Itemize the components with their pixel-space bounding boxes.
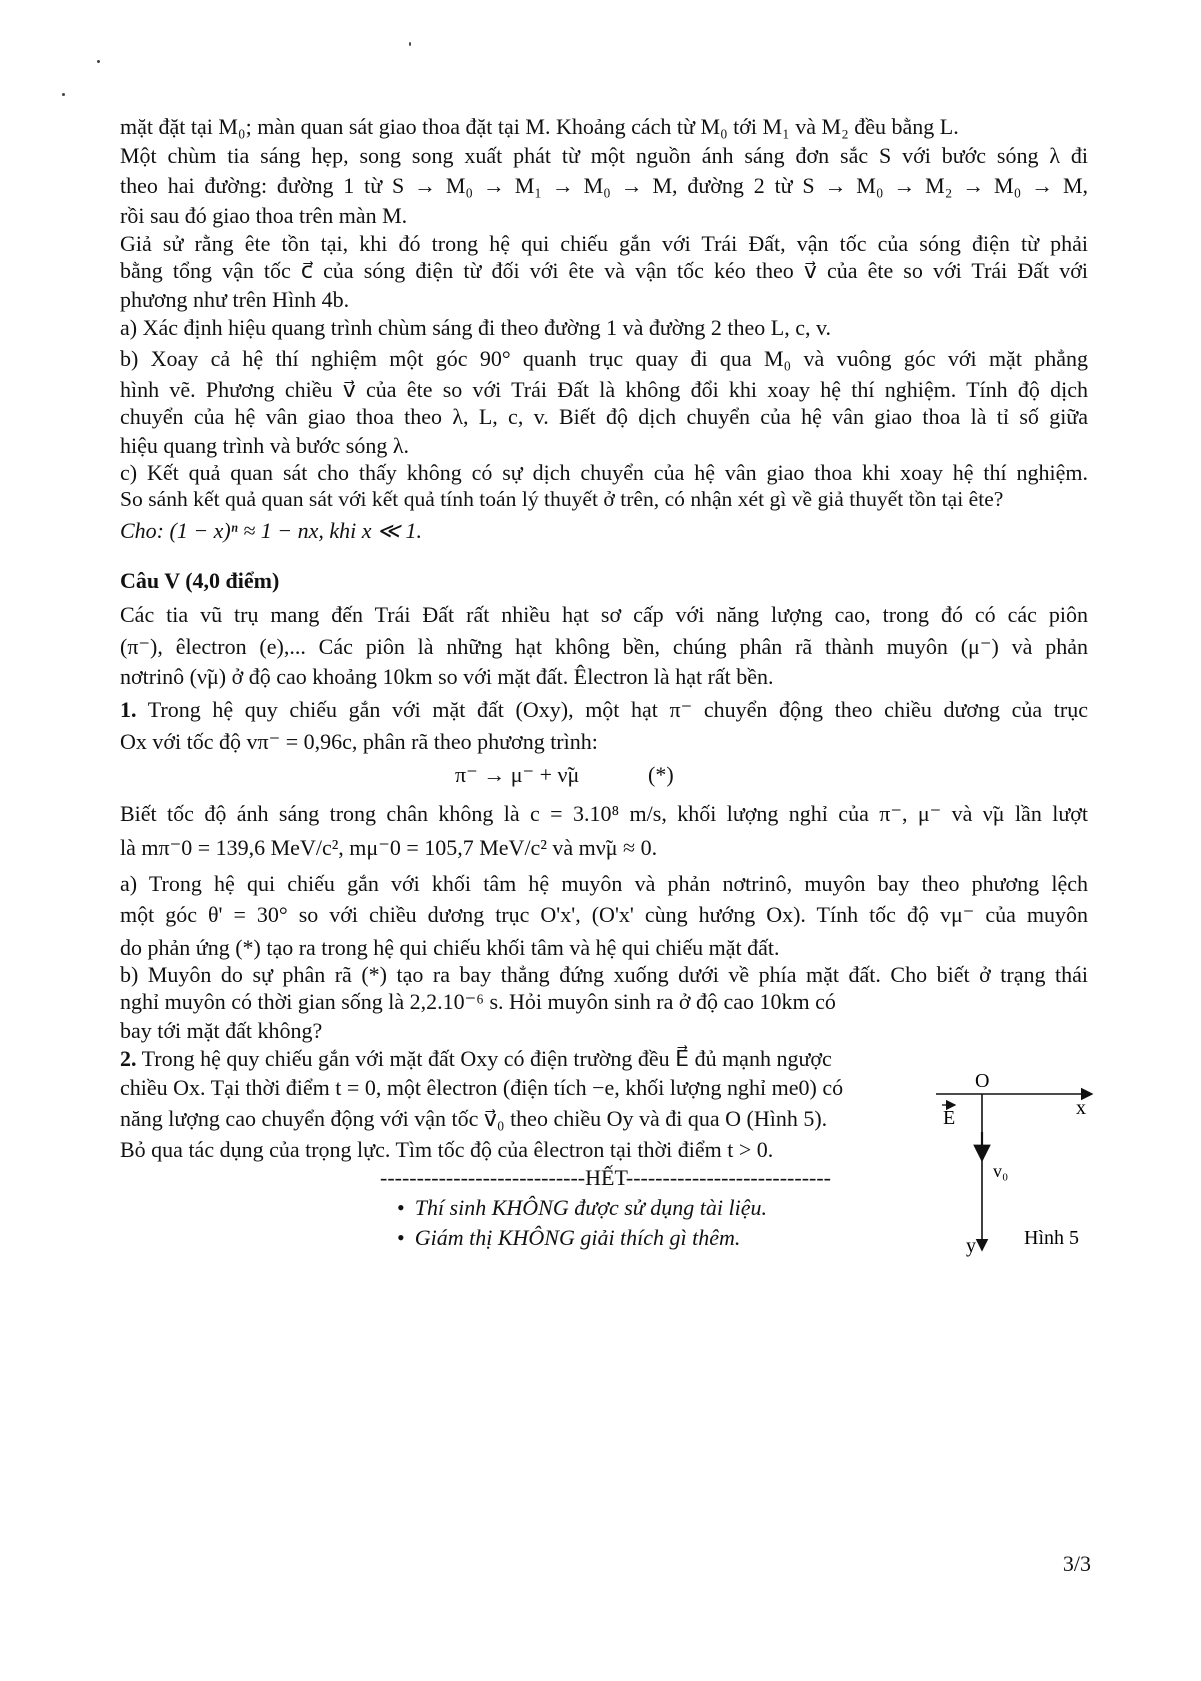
- field-label: E: [943, 1107, 956, 1129]
- text-line: Biết tốc độ ánh sáng trong chân không là c = 3.10⁸ m/s, khối lượng nghỉ của π⁻, μ⁻ và ν̃μ lần lượt: [120, 801, 1088, 826]
- text-line: phương như trên Hình 4b.: [120, 287, 350, 312]
- scan-speck: [62, 93, 65, 96]
- text-line: do phản ứng (*) tạo ra trong hệ qui chiếu khối tâm và hệ qui chiếu mặt đất.: [120, 935, 780, 960]
- y-label: y: [966, 1235, 976, 1257]
- text-line: [120, 1046, 832, 1072]
- item-text: Trong hệ quy chiếu gắn với mặt đất (Oxy), một hạt π⁻ chuyển động theo chiều dương của trục: [136, 697, 1088, 722]
- hint-formula: Cho: (1 − x)ⁿ ≈ 1 − nx, khi x ≪ 1.: [120, 518, 423, 543]
- text-line: hình vẽ. Phương chiều v⃗ của ête so với Trái Đất là không đổi khi xoay hệ thí nghiệm. Tính độ dịch: [120, 377, 1088, 402]
- text-line: chiều Ox. Tại thời điểm t = 0, một êlectron (điện tích −e, khối lượng nghỉ me0) có: [120, 1075, 844, 1100]
- equation: π⁻ → μ⁻ + ν̃μ: [455, 762, 580, 787]
- text-line: một góc θ' = 30° so với chiều dương trục O'x', (O'x' cùng hướng Ox). Tính tốc độ vμ⁻ của muyôn: [120, 902, 1088, 927]
- text-line: là mπ⁻0 = 139,6 MeV/c², mμ⁻0 = 105,7 MeV/c² và mν̃μ ≈ 0.: [120, 835, 658, 860]
- text-line: a) Xác định hiệu quang trình chùm sáng đi theo đường 1 và đường 2 theo L, c, v.: [120, 315, 832, 340]
- text-line: theo hai đường: đường 1 từ S → M₀ → M₁ → M₀ → M, đường 2 từ S → M₀ → M₂ → M₀ → M,: [120, 173, 1088, 198]
- text-line: Ox với tốc độ vπ⁻ = 0,96c, phân rã theo phương trình:: [120, 729, 598, 754]
- text-line: bằng tổng vận tốc c⃗ của sóng điện từ đối với ête và vận tốc kéo theo v⃗ của ête so với Trái Đất với: [120, 258, 1088, 283]
- origin-label: O: [975, 1072, 990, 1092]
- item-number: 1.: [120, 697, 137, 722]
- text-line: So sánh kết quả quan sát với kết quả tính toán lý thuyết ở trên, có nhận xét gì về giả thuyết tồn tại ête?: [120, 487, 1004, 511]
- text-line: Bỏ qua tác dụng của trọng lực. Tìm tốc độ của êlectron tại thời điểm t > 0.: [120, 1137, 774, 1162]
- text-line: b) Xoay cả hệ thí nghiệm một góc 90° quanh trục quay đi qua M₀ và vuông góc với mặt phẳng: [120, 346, 1088, 371]
- text-line: b) Muyôn do sự phân rã (*) tạo ra bay thẳng đứng xuống dưới về phía mặt đất. Cho biết ở trạng thái: [120, 962, 1088, 987]
- text-line: nơtrinô (ν̃μ) ở độ cao khoảng 10km so với mặt đất. Êlectron là hạt rất bền.: [120, 664, 774, 689]
- text-line: hiệu quang trình và bước sóng λ.: [120, 433, 410, 458]
- bullet-icon: •: [397, 1225, 405, 1250]
- velocity-label: v₀: [993, 1161, 1009, 1181]
- item-number: 2.: [120, 1046, 137, 1071]
- end-marker: ----------------------------HẾT----------------------------: [380, 1165, 832, 1190]
- text-line: mặt đặt tại M₀; màn quan sát giao thoa đặt tại M. Khoảng cách từ M₀ tới M₁ và M₂ đều bằng L.: [120, 114, 959, 139]
- text-line: Một chùm tia sáng hẹp, song song xuất phát từ một nguồn ánh sáng đơn sắc S với bước sóng λ đi: [120, 143, 1088, 168]
- text-line: rồi sau đó giao thoa trên màn M.: [120, 203, 408, 228]
- text-line: [120, 697, 1088, 723]
- text-line: nghỉ muyôn có thời gian sống là 2,2.10⁻⁶ s. Hỏi muyôn sinh ra ở độ cao 10km có: [120, 989, 836, 1014]
- note-1: • Thí sinh KHÔNG được sử dụng tài liệu.: [397, 1195, 768, 1220]
- x-label: x: [1076, 1097, 1086, 1119]
- text-line: bay tới mặt đất không?: [120, 1018, 323, 1043]
- scan-speck: [409, 42, 411, 46]
- figure-caption: Hình 5: [1024, 1227, 1079, 1249]
- text-line: a) Trong hệ qui chiếu gắn với khối tâm hệ muyôn và phản nơtrinô, muyôn bay theo phương lệch: [120, 871, 1088, 896]
- note-2: • Giám thị KHÔNG giải thích gì thêm.: [397, 1225, 741, 1250]
- text-line: c) Kết quả quan sát cho thấy không có sự dịch chuyển của hệ vân giao thoa khi xoay hệ thí nghiệm.: [120, 460, 1088, 485]
- text-line: (π⁻), êlectron (e),... Các piôn là những hạt không bền, chúng phân rã thành muyôn (μ⁻) và phản: [120, 634, 1088, 659]
- scan-speck: [97, 60, 100, 63]
- text-line: Giả sử rằng ête tồn tại, khi đó trong hệ qui chiếu gắn với Trái Đất, vận tốc của sóng điện từ phải: [120, 231, 1088, 256]
- page-number: 3/3: [1062, 1551, 1091, 1576]
- text-line: năng lượng cao chuyển động với vận tốc v⃗₀ theo chiều Oy và đi qua O (Hình 5).: [120, 1106, 828, 1131]
- bullet-icon: •: [397, 1195, 405, 1220]
- text-line: Các tia vũ trụ mang đến Trái Đất rất nhiều hạt sơ cấp với năng lượng cao, trong đó có các piôn: [120, 602, 1088, 627]
- text-line: chuyển của hệ vân giao thoa theo λ, L, c, v. Biết độ dịch chuyển của hệ vân giao thoa là tỉ số giữa: [120, 404, 1088, 429]
- figure-5: [926, 1072, 1096, 1257]
- section-heading: Câu V (4,0 điểm): [120, 568, 280, 593]
- item-text: Trong hệ quy chiếu gắn với mặt đất Oxy có điện trường đều E⃗ đủ mạnh ngược: [136, 1046, 832, 1071]
- equation-tag: (*): [648, 762, 674, 787]
